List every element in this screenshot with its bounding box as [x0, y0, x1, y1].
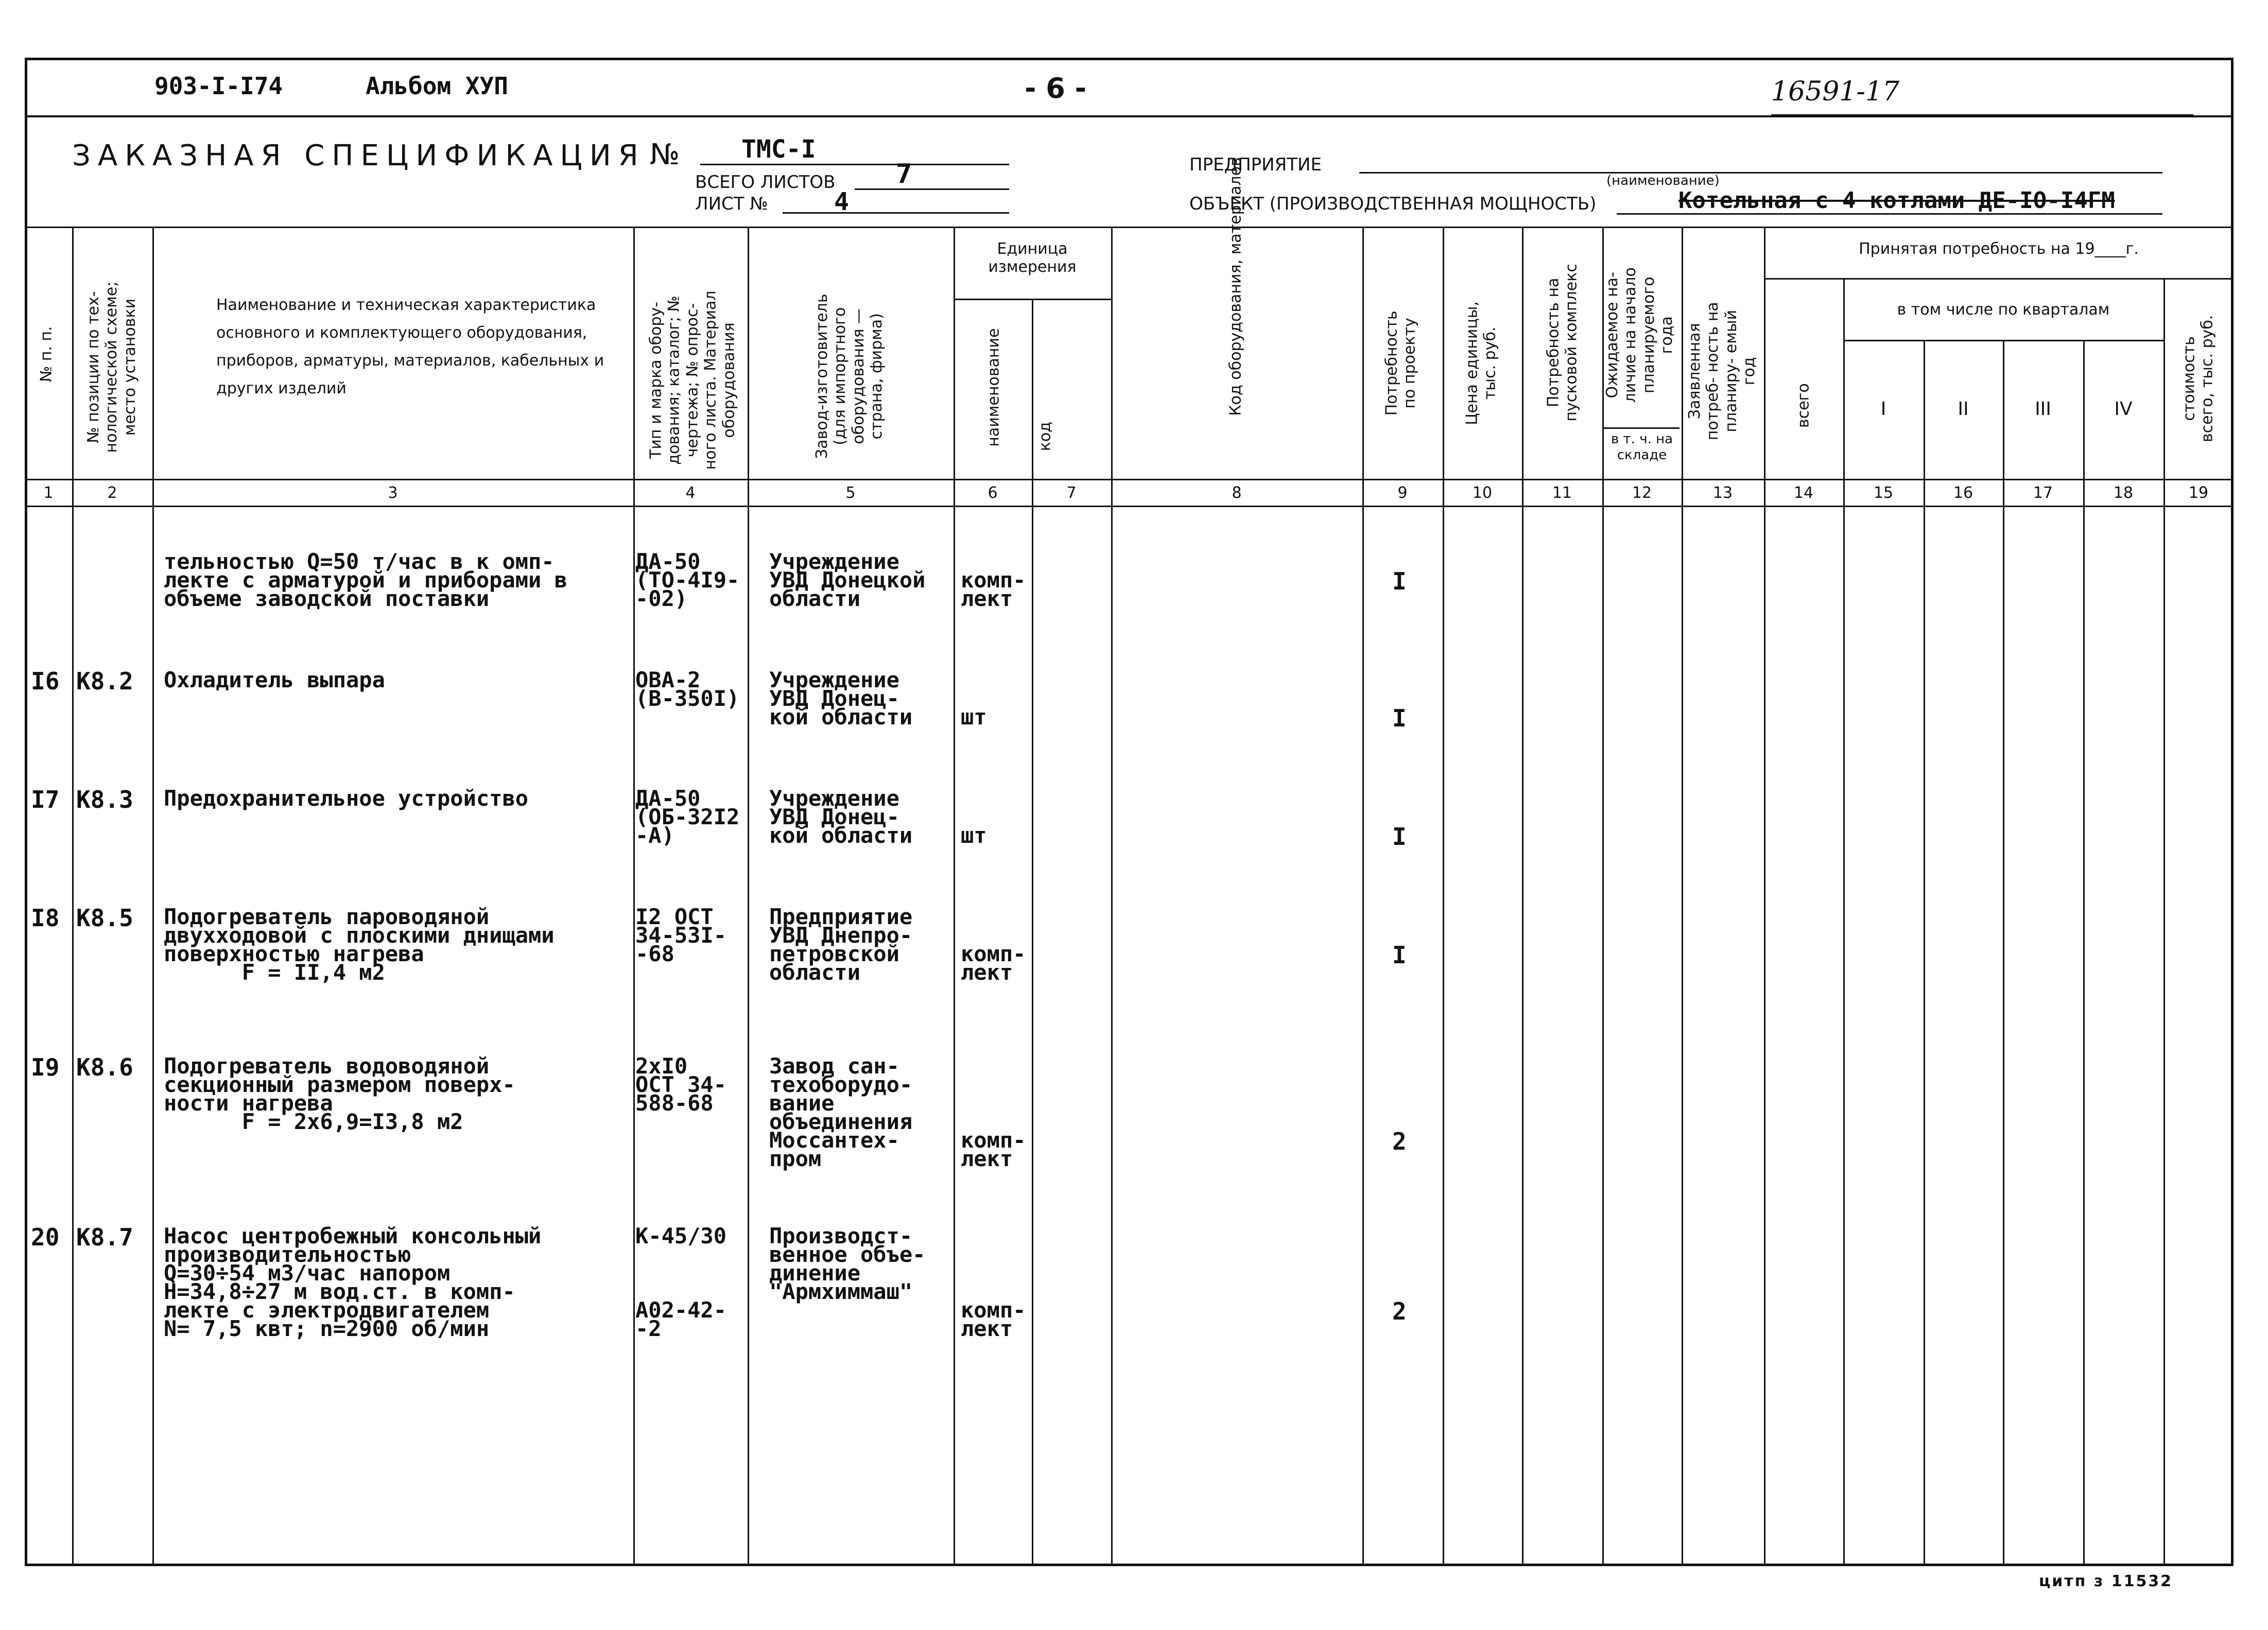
- row-maker-line: кой области: [769, 823, 913, 848]
- col-header-6: наименование: [984, 328, 1003, 447]
- object-underline: [1617, 213, 2162, 215]
- row-name-line: Q=30÷54 м3/час напором: [164, 1260, 451, 1286]
- form-title: ЗАКАЗНАЯ СПЕЦИФИКАЦИЯ: [72, 139, 646, 172]
- column-number: 8: [1232, 484, 1242, 502]
- inventory-number: 16591-17: [1771, 76, 1900, 107]
- row-type-line: I2 ОСТ: [635, 904, 714, 929]
- row-maker-line: петровской: [769, 941, 899, 966]
- column-number: 13: [1712, 484, 1733, 502]
- row-maker-line: объединения: [769, 1109, 913, 1134]
- row-maker-line: Завод сан-: [769, 1053, 899, 1079]
- column-number: 4: [685, 484, 696, 502]
- page-number: - 6 -: [1025, 72, 1086, 105]
- column-number: 12: [1632, 484, 1652, 502]
- col-header-3: Наименование и техническая характеристика основного и комплектующего оборудования, приборов, арматуры, материалов, кабельных и других изделий: [216, 296, 604, 397]
- row-position: К8.5: [76, 904, 133, 932]
- col-header-q1: I: [1880, 398, 1886, 420]
- row-name-line: объеме заводской поставки: [164, 586, 490, 611]
- row-maker-line: Производст-: [769, 1223, 913, 1248]
- column-number: 10: [1472, 484, 1493, 502]
- row-maker-line: вание: [769, 1090, 835, 1116]
- project-code: 903-I-I74: [154, 72, 283, 100]
- enterprise-label: ПРЕДПРИЯТИЕ: [1189, 154, 1322, 175]
- sheet-number: 4: [834, 187, 849, 216]
- row-maker-line: венное объе-: [769, 1242, 926, 1267]
- row-qty: I: [1392, 704, 1407, 732]
- row-maker-line: УВД Донец-: [769, 804, 899, 829]
- sheet-label: ЛИСТ №: [695, 194, 768, 214]
- row-type-line: К-45/30: [635, 1223, 727, 1248]
- row-maker-line: Учреждение: [769, 667, 899, 692]
- row-maker-line: УВД Днепро-: [769, 923, 913, 948]
- col-header-q3: III: [2035, 398, 2051, 420]
- total-sheets-label: ВСЕГО ЛИСТОВ: [695, 172, 836, 193]
- row-name-line: Подогреватель пароводяной: [164, 904, 490, 929]
- column-number: 6: [988, 484, 998, 502]
- row-unit-line: комп-: [961, 941, 1026, 966]
- spec-number: ТМС-I: [741, 135, 816, 164]
- column-number: 2: [107, 484, 117, 502]
- col-header-13: Заявленная потреб- ность на планиру- емый год: [1686, 302, 1759, 441]
- row-name-line: Н=34,8÷27 м вод.ст. в комп-: [164, 1279, 515, 1304]
- row-name-line: N= 7,5 квт; n=2900 об/мин: [164, 1316, 490, 1341]
- row-name-line: Подогреватель водоводяной: [164, 1053, 490, 1079]
- row-maker-line: УВД Донецкой: [769, 567, 926, 593]
- row-type-line: -02): [635, 586, 688, 611]
- row-name-line: производительностью: [164, 1242, 411, 1267]
- row-unit-line: комп-: [961, 567, 1026, 593]
- row-type-line: А02-42-: [635, 1297, 727, 1323]
- column-number: 15: [1873, 484, 1894, 502]
- col-header-12-sub: в т. ч. на складе: [1611, 431, 1673, 463]
- row-type-line: ОВА-2: [635, 667, 701, 692]
- row-position: К8.6: [76, 1053, 133, 1081]
- col-header-12: Ожидаемое на- личие на начало планируемого года: [1603, 267, 1676, 403]
- row-type-line: -А): [635, 823, 674, 848]
- album-label: Альбом XУП: [366, 72, 508, 100]
- row-name-line: Предохранительное устройство: [164, 786, 529, 811]
- row-number: 20: [31, 1223, 60, 1251]
- sheet-number-underline: [783, 212, 1009, 214]
- spec-number-underline: [700, 164, 1009, 165]
- col-header-6-group: Единица измерения: [988, 240, 1077, 276]
- row-type-line: -68: [635, 941, 674, 966]
- row-unit-line: лект: [961, 1316, 1013, 1341]
- row-type-line: (ОБ-32I2: [635, 804, 740, 829]
- row-maker-line: Моссантех-: [769, 1128, 899, 1153]
- total-sheets-underline: [855, 188, 1009, 190]
- row-name-line: поверхностью нагрева: [164, 941, 424, 966]
- row-maker-line: пром: [769, 1146, 822, 1171]
- row-type-line: 588-68: [635, 1090, 714, 1116]
- col-header-14-group: Принятая потребность на 19____г.: [1859, 240, 2139, 258]
- col-header-4: Тип и марка обору- дования; каталог; № чертежа; № опрос- ного листа. Материал оборудования: [647, 290, 738, 470]
- column-number: 11: [1552, 484, 1572, 502]
- column-number: 16: [1953, 484, 1973, 502]
- row-position: К8.2: [76, 667, 133, 695]
- row-unit-line: комп-: [961, 1128, 1026, 1153]
- row-type-line: ДА-50: [635, 549, 701, 574]
- row-name-line: F = 2х6,9=I3,8 м2: [164, 1109, 463, 1134]
- col-header-19: стоимость всего, тыс. руб.: [2180, 315, 2217, 443]
- row-name-line: секционный размером поверх-: [164, 1072, 515, 1097]
- column-number: 19: [2188, 484, 2209, 502]
- row-name-line: ности нагрева: [164, 1090, 333, 1116]
- column-number: 1: [43, 484, 54, 502]
- row-maker-line: области: [769, 960, 861, 985]
- footer-stamp: цитп з 11532: [2039, 1572, 2173, 1590]
- row-unit-line: лект: [961, 1146, 1013, 1171]
- quarters-group: в том числе по кварталам: [1897, 301, 2110, 319]
- col-header-11: Потребность на пусковой комплекс: [1544, 264, 1581, 422]
- row-qty: 2: [1392, 1128, 1407, 1155]
- row-unit-line: лект: [961, 586, 1013, 611]
- row-maker-line: "Армхиммаш": [769, 1279, 913, 1304]
- row-unit-line: шт: [961, 823, 987, 848]
- row-name-line: Насос центробежный консольный: [164, 1223, 542, 1248]
- row-number: I6: [31, 667, 60, 695]
- total-sheets: 7: [896, 159, 912, 189]
- row-name-line: F = II,4 м2: [164, 960, 385, 985]
- col-header-1: № п. п.: [37, 326, 56, 382]
- row-unit-line: комп-: [961, 1297, 1026, 1323]
- row-maker-line: области: [769, 586, 861, 611]
- row-type-line: -2: [635, 1316, 662, 1341]
- object-label: ОБЪЕКТ (ПРОИЗВОДСТВЕННАЯ МОЩНОСТЬ): [1189, 194, 1597, 214]
- column-number: 9: [1397, 484, 1408, 502]
- row-maker-line: техоборудо-: [769, 1072, 913, 1097]
- column-number: 18: [2113, 484, 2134, 502]
- column-number: 14: [1793, 484, 1814, 502]
- row-name-line: тельностью Q=50 т/час в к омп-: [164, 549, 555, 574]
- row-type-line: 34-53I-: [635, 923, 727, 948]
- name-hint: (наименование): [1606, 173, 1720, 188]
- column-number: 5: [845, 484, 856, 502]
- row-maker-line: УВД Донец-: [769, 686, 899, 711]
- row-qty: I: [1392, 567, 1407, 595]
- column-number: 17: [2033, 484, 2053, 502]
- inventory-underline: [1771, 114, 2193, 116]
- row-maker-line: Предприятие: [769, 904, 913, 929]
- row-type-line: (В-350I): [635, 686, 740, 711]
- row-type-line: ДА-50: [635, 786, 701, 811]
- row-maker-line: динение: [769, 1260, 861, 1286]
- col-header-7: код: [1036, 422, 1054, 452]
- row-number: I9: [31, 1053, 60, 1081]
- row-name-line: лекте с арматурой и приборами в: [164, 567, 567, 593]
- row-qty: 2: [1392, 1297, 1407, 1325]
- col-header-2: № позиции по тех- нологической схеме; место установки: [84, 281, 139, 453]
- row-qty: I: [1392, 823, 1407, 851]
- row-type-line: 2хI0: [635, 1053, 688, 1079]
- column-number: 7: [1066, 484, 1077, 502]
- row-type-line: ОСТ 34-: [635, 1072, 727, 1097]
- row-qty: I: [1392, 941, 1407, 969]
- col-header-q2: II: [1958, 398, 1969, 420]
- object-value: Котельная с 4 котлами ДЕ-IO-I4ГМ: [1678, 187, 2115, 214]
- row-unit-line: шт: [961, 704, 987, 730]
- row-number: I8: [31, 904, 60, 932]
- row-maker-line: Учреждение: [769, 549, 899, 574]
- column-number: 3: [388, 484, 398, 502]
- row-name-line: двухходовой с плоскими днищами: [164, 923, 555, 948]
- row-position: К8.7: [76, 1223, 133, 1251]
- col-header-9: Потребность по проекту: [1382, 310, 1419, 416]
- enterprise-underline: [1359, 172, 2162, 174]
- number-sign: №: [650, 138, 680, 171]
- col-header-q4: IV: [2114, 398, 2133, 420]
- row-maker-line: Учреждение: [769, 786, 899, 811]
- row-unit-line: лект: [961, 960, 1013, 985]
- col-header-10: Цена единицы, тыс. руб.: [1463, 301, 1499, 425]
- row-maker-line: кой области: [769, 704, 913, 730]
- row-number: I7: [31, 786, 60, 813]
- row-name-line: Охладитель выпара: [164, 667, 385, 692]
- row-position: К8.3: [76, 786, 133, 813]
- col-header-8: Код оборудования, материалов: [1226, 157, 1245, 416]
- col-header-14: всего: [1794, 383, 1813, 428]
- row-name-line: лекте с электродвигателем: [164, 1297, 490, 1323]
- col-header-5: Завод-изготовитель (для импортного оборудования —страна, фирма): [813, 293, 886, 459]
- row-type-line: (ТО-4I9-: [635, 567, 740, 593]
